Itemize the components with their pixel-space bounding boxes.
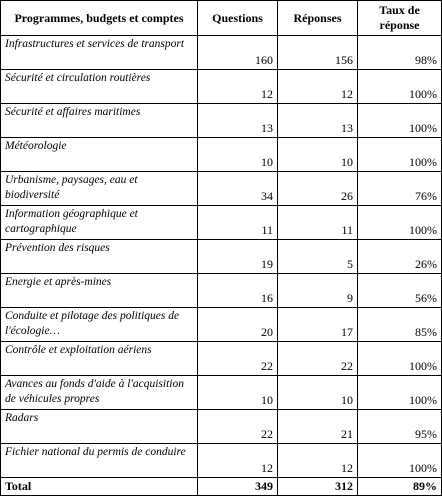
reponses-count: 17 — [278, 308, 358, 342]
taux-value: 98% — [358, 36, 442, 70]
total-questions: 349 — [198, 478, 278, 496]
questions-count: 22 — [198, 410, 278, 444]
header-reponses: Réponses — [278, 1, 358, 36]
taux-value: 100% — [358, 444, 442, 478]
programme-name: Energie et après-mines — [1, 274, 198, 308]
header-programmes: Programmes, budgets et comptes — [1, 1, 198, 36]
taux-value: 100% — [358, 342, 442, 376]
taux-value: 76% — [358, 172, 442, 206]
questions-count: 34 — [198, 172, 278, 206]
reponses-count: 156 — [278, 36, 358, 70]
programme-name: Contrôle et exploitation aériens — [1, 342, 198, 376]
taux-value: 56% — [358, 274, 442, 308]
questions-count: 13 — [198, 104, 278, 138]
taux-value: 100% — [358, 104, 442, 138]
questions-count: 16 — [198, 274, 278, 308]
questions-count: 10 — [198, 376, 278, 410]
questions-count: 12 — [198, 70, 278, 104]
table-row — [1, 308, 442, 342]
programme-name: Avances au fonds d'aide à l'acquisition de véhicules propres — [1, 376, 198, 410]
reponses-count: 21 — [278, 410, 358, 444]
reponses-count: 10 — [278, 376, 358, 410]
table-row — [1, 376, 442, 410]
header-taux: Taux de réponse — [358, 1, 442, 36]
table-row — [1, 206, 442, 240]
table-row — [1, 70, 442, 104]
taux-value: 100% — [358, 70, 442, 104]
table-row — [1, 104, 442, 138]
programme-name: Urbanisme, paysages, eau et biodiversité — [1, 172, 198, 206]
reponses-count: 12 — [278, 70, 358, 104]
reponses-count: 10 — [278, 138, 358, 172]
programme-name: Radars — [1, 410, 198, 444]
table-row — [1, 36, 442, 70]
programme-name: Conduite et pilotage des politiques de l'écologie… — [1, 308, 198, 342]
programme-name: Information géographique et cartographique — [1, 206, 198, 240]
questions-count: 12 — [198, 444, 278, 478]
table-row — [1, 274, 442, 308]
reponses-count: 13 — [278, 104, 358, 138]
reponses-count: 12 — [278, 444, 358, 478]
questions-count: 160 — [198, 36, 278, 70]
questions-count: 19 — [198, 240, 278, 274]
header-questions: Questions — [198, 1, 278, 36]
total-row — [1, 478, 442, 496]
programme-name: Sécurité et affaires maritimes — [1, 104, 198, 138]
total-taux: 89% — [358, 478, 442, 496]
table-row — [1, 410, 442, 444]
table-row — [1, 138, 442, 172]
taux-value: 26% — [358, 240, 442, 274]
table-row — [1, 172, 442, 206]
reponses-count: 11 — [278, 206, 358, 240]
programme-name: Sécurité et circulation routières — [1, 70, 198, 104]
taux-value: 85% — [358, 308, 442, 342]
questions-count: 10 — [198, 138, 278, 172]
questions-count: 22 — [198, 342, 278, 376]
programme-name: Fichier national du permis de conduire — [1, 444, 198, 478]
reponses-count: 5 — [278, 240, 358, 274]
reponses-count: 26 — [278, 172, 358, 206]
reponses-count: 9 — [278, 274, 358, 308]
table-row — [1, 240, 442, 274]
questions-count: 11 — [198, 206, 278, 240]
taux-value: 100% — [358, 376, 442, 410]
taux-value: 95% — [358, 410, 442, 444]
taux-value: 100% — [358, 138, 442, 172]
programme-name: Météorologie — [1, 138, 198, 172]
programme-name: Infrastructures et services de transport — [1, 36, 198, 70]
table-row — [1, 444, 442, 478]
taux-value: 100% — [358, 206, 442, 240]
table-row — [1, 342, 442, 376]
header-row — [1, 1, 442, 36]
questions-count: 20 — [198, 308, 278, 342]
total-label: Total — [1, 478, 198, 496]
total-reponses: 312 — [278, 478, 358, 496]
programme-name: Prévention des risques — [1, 240, 198, 274]
reponses-count: 22 — [278, 342, 358, 376]
